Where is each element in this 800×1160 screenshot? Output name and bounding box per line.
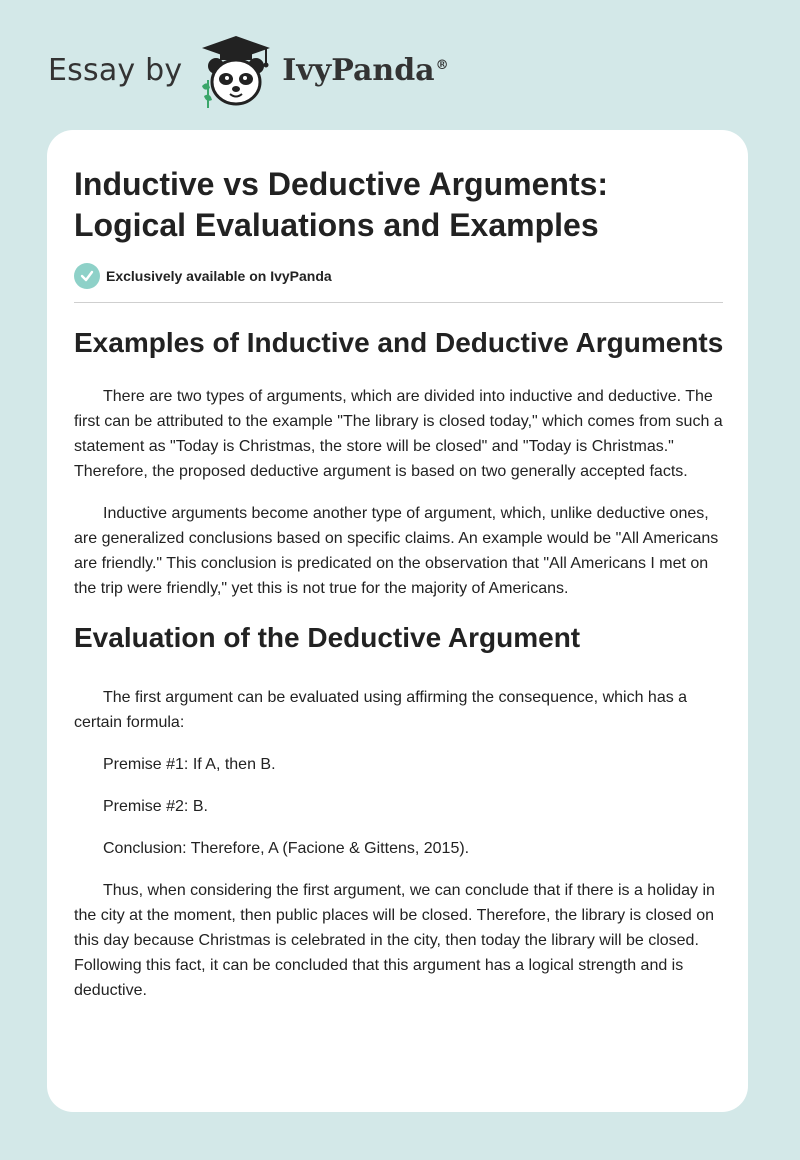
site-header bbox=[48, 30, 449, 110]
conclusion-line: Conclusion: Therefore, A (Facione & Gittens, 2015). bbox=[103, 840, 470, 857]
premise-line: Premise #1: If A, then B. bbox=[103, 756, 276, 773]
brand-name[interactable]: IvyPanda® bbox=[282, 52, 449, 88]
essay-card bbox=[47, 130, 748, 1112]
page-title: Inductive vs Deductive Arguments: Logical Evaluations and Examples bbox=[74, 166, 609, 243]
trademark-symbol: ® bbox=[435, 57, 449, 73]
divider bbox=[74, 302, 723, 303]
panda-logo-icon[interactable] bbox=[196, 30, 276, 110]
paragraph: There are two types of arguments, which are divided into inductive and deductive. The first can be attributed to the example "The library is closed today," which comes from such a statement as "Today is Christmas, the store will be closed" and "Today is Christmas." Therefore, the proposed deductive argument is based on two generally accepted facts. bbox=[74, 388, 723, 480]
premise-line: Premise #2: B. bbox=[103, 798, 208, 815]
exclusive-badge bbox=[74, 263, 332, 289]
paragraph: Thus, when considering the first argument, we can conclude that if there is a holiday in the city at the moment, then public places will be closed. Therefore, the library is closed on this day because Christmas is celebrated in the city, then today the library will be closed. Following this fact, it can be concluded that this argument has a logical strength and is deductive. bbox=[74, 882, 715, 999]
essay-by-label: Essay by bbox=[48, 52, 183, 88]
article-body bbox=[74, 323, 724, 1020]
paragraph: Inductive arguments become another type of argument, which, unlike deductive ones, are generalized conclusions based on specific claims. An example would be "All Americans are friendly." This conclusion is predicated on the observation that "All Americans I met on the trip were friendly," yet this is not true for the majority of Americans. bbox=[74, 505, 719, 597]
section-heading: Examples of Inductive and Deductive Arguments bbox=[74, 327, 724, 358]
checkmark-icon bbox=[74, 263, 100, 289]
exclusive-label: Exclusively available on IvyPanda bbox=[106, 268, 332, 284]
paragraph: The first argument can be evaluated using affirming the consequence, which has a certain formula: bbox=[74, 689, 688, 731]
section-heading: Evaluation of the Deductive Argument bbox=[74, 622, 581, 653]
